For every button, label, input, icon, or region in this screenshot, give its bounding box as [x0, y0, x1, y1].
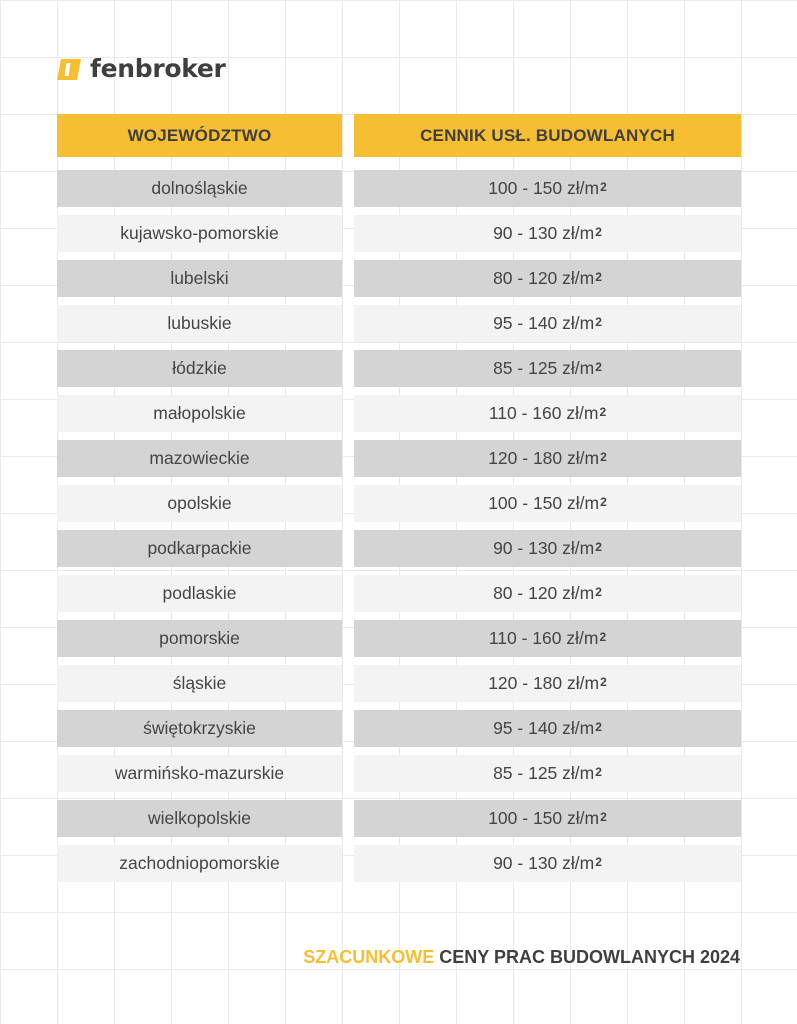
unit-exponent: 2	[595, 269, 602, 284]
table-row-region	[57, 395, 342, 432]
table-row-region	[57, 215, 342, 252]
table-row-region	[57, 440, 342, 477]
price-range: 100 - 150 zł/m	[488, 493, 600, 513]
region-name: lubelski	[170, 268, 229, 288]
region-name: lubuskie	[167, 313, 232, 333]
unit-exponent: 2	[595, 539, 602, 554]
unit-exponent: 2	[595, 719, 602, 734]
price-range: 100 - 150 zł/m	[488, 808, 600, 828]
region-name: małopolskie	[153, 403, 246, 423]
unit-exponent: 2	[600, 494, 607, 509]
unit-exponent: 2	[595, 764, 602, 779]
table-row-price	[354, 170, 741, 207]
price-range: 85 - 125 zł/m	[493, 763, 595, 783]
unit-exponent: 2	[595, 584, 602, 599]
price-range: 90 - 130 zł/m	[493, 223, 595, 243]
table-row-price	[354, 845, 741, 882]
region-name: śląskie	[172, 673, 227, 693]
region-name: opolskie	[167, 493, 232, 513]
price-range: 90 - 130 zł/m	[493, 538, 595, 558]
price-range: 95 - 140 zł/m	[493, 718, 595, 738]
fenbroker-logo-icon	[57, 59, 81, 80]
unit-exponent: 2	[595, 359, 602, 374]
table-row-region	[57, 305, 342, 342]
table-row-region	[57, 530, 342, 567]
region-name: świętokrzyskie	[143, 718, 256, 738]
table-row-price	[354, 260, 741, 297]
tagline-accent: SZACUNKOWE	[303, 947, 435, 967]
table-row-price	[354, 620, 741, 657]
unit-exponent: 2	[600, 674, 607, 689]
region-name: zachodniopomorskie	[119, 853, 280, 873]
brand-name: fenbroker	[90, 54, 226, 83]
price-range: 80 - 120 zł/m	[493, 268, 595, 288]
price-range: 80 - 120 zł/m	[493, 583, 595, 603]
unit-exponent: 2	[600, 179, 607, 194]
region-name: dolnośląskie	[151, 178, 248, 198]
table-row-price	[354, 530, 741, 567]
table-row-price	[354, 215, 741, 252]
region-column-header: WOJEWÓDZTWO	[57, 114, 342, 157]
table-row-price	[354, 755, 741, 792]
table-row-price	[354, 800, 741, 837]
brand-logo	[57, 56, 226, 82]
table-row-price	[354, 350, 741, 387]
region-name: kujawsko-pomorskie	[120, 223, 279, 243]
unit-exponent: 2	[600, 449, 607, 464]
table-row-region	[57, 665, 342, 702]
table-row-region	[57, 800, 342, 837]
table-row-price	[354, 665, 741, 702]
price-range: 120 - 180 zł/m	[488, 448, 600, 468]
price-range: 95 - 140 zł/m	[493, 313, 595, 333]
region-name: podkarpackie	[147, 538, 252, 558]
price-range: 120 - 180 zł/m	[488, 673, 600, 693]
price-column	[354, 114, 741, 873]
price-range: 100 - 150 zł/m	[488, 178, 600, 198]
table-row-region	[57, 485, 342, 522]
price-range: 85 - 125 zł/m	[493, 358, 595, 378]
region-name: podlaskie	[162, 583, 237, 603]
price-range: 90 - 130 zł/m	[493, 853, 595, 873]
tagline-main: CENY PRAC BUDOWLANYCH 2024	[439, 947, 740, 967]
region-name: łódzkie	[172, 358, 227, 378]
table-row-price	[354, 440, 741, 477]
table-row-region	[57, 620, 342, 657]
price-range: 110 - 160 zł/m	[488, 403, 599, 423]
table-row-price	[354, 575, 741, 612]
table-row-price	[354, 305, 741, 342]
table-row-region	[57, 710, 342, 747]
table-row-region	[57, 845, 342, 882]
unit-exponent: 2	[595, 224, 602, 239]
table-row-region	[57, 575, 342, 612]
table-row-region	[57, 350, 342, 387]
region-name: pomorskie	[159, 628, 240, 648]
table-row-price	[354, 710, 741, 747]
price-column-header: CENNIK USŁ. BUDOWLANYCH	[354, 114, 741, 157]
footer-tagline	[303, 947, 740, 968]
unit-exponent: 2	[600, 809, 607, 824]
unit-exponent: 2	[595, 314, 602, 329]
region-column	[57, 114, 342, 873]
region-name: mazowieckie	[149, 448, 250, 468]
unit-exponent: 2	[595, 854, 602, 869]
table-row-region	[57, 170, 342, 207]
table-row-price	[354, 395, 741, 432]
price-range: 110 - 160 zł/m	[488, 628, 599, 648]
unit-exponent: 2	[599, 404, 607, 419]
table-row-region	[57, 755, 342, 792]
region-name: warmińsko-mazurskie	[114, 763, 285, 783]
table-row-region	[57, 260, 342, 297]
region-name: wielkopolskie	[147, 808, 252, 828]
unit-exponent: 2	[599, 629, 607, 644]
table-row-price	[354, 485, 741, 522]
